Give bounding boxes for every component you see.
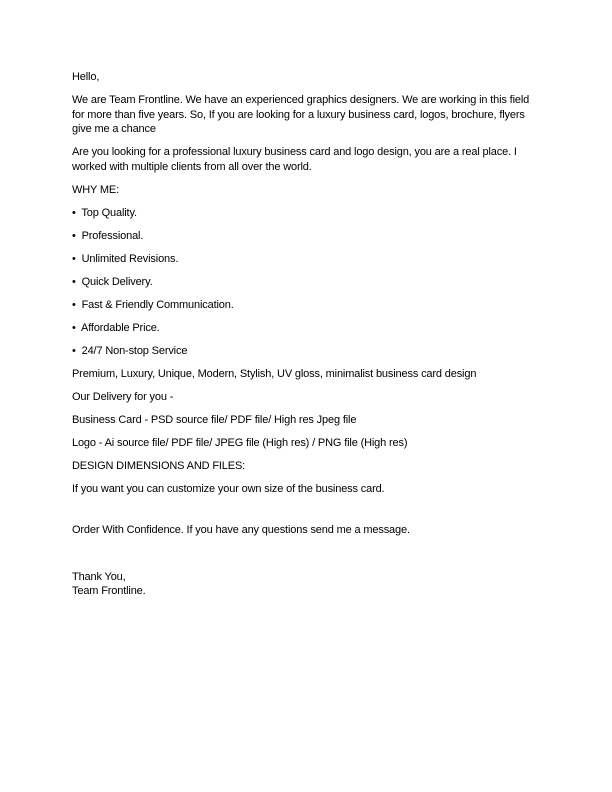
closing-block (72, 570, 540, 599)
dimensions-heading: DESIGN DIMENSIONS AND FILES: (72, 459, 246, 472)
closing-thanks: Thank You, (72, 570, 126, 583)
bullet-icon: • (72, 344, 76, 357)
bullet-icon: • (72, 321, 76, 334)
bullet-item-label: Affordable Price. (81, 321, 160, 334)
bullet-icon: • (72, 229, 76, 242)
bullet-icon: • (72, 252, 76, 265)
bullet-item-label: Unlimited Revisions. (81, 252, 179, 265)
bullet-item-label: Quick Delivery. (81, 275, 153, 288)
why-me-heading: WHY ME: (72, 183, 120, 196)
bullet-item (72, 321, 540, 336)
delivery-heading: Our Delivery for you - (72, 390, 174, 403)
bullet-icon: • (72, 206, 76, 219)
greeting-text: Hello, (72, 71, 100, 83)
pitch-paragraph: Are you looking for a professional luxury business card and logo design, you are a real place. I worked with multiple clients from all over the world. (72, 146, 517, 173)
intro-paragraph: We are Team Frontline. We have an experienced graphics designers. We are working in this field for more than five years. So, If you are looking for a luxury business card, logos, brochure, flyers give me a chance (72, 94, 530, 135)
order-note: Order With Confidence. If you have any questions send me a message. (72, 523, 410, 536)
closing-signature: Team Frontline. (72, 585, 146, 597)
bullet-item (72, 229, 540, 244)
bullet-icon: • (72, 275, 76, 288)
dimensions-note: If you want you can customize your own size of the business card. (72, 482, 385, 495)
bullet-item (72, 344, 540, 359)
blank-line (72, 505, 540, 523)
bullet-item (72, 206, 540, 221)
delivery-business-card-line: Business Card - PSD source file/ PDF file/ High res Jpeg file (72, 413, 357, 426)
bullet-item-label: Professional. (81, 229, 144, 242)
bullet-item (72, 275, 540, 290)
bullet-item-label: Fast & Friendly Communication. (81, 298, 234, 311)
bullet-item-label: Top Quality. (81, 206, 137, 219)
bullet-item (72, 252, 540, 267)
bullet-item-label: 24/7 Non-stop Service (81, 344, 188, 357)
bullet-item (72, 298, 540, 313)
bullet-icon: • (72, 298, 76, 311)
delivery-logo-line: Logo - Ai source file/ PDF file/ JPEG file (High res) / PNG file (High res) (72, 436, 408, 449)
styles-line: Premium, Luxury, Unique, Modern, Stylish, UV gloss, minimalist business card design (72, 367, 477, 380)
blank-line (72, 546, 540, 570)
